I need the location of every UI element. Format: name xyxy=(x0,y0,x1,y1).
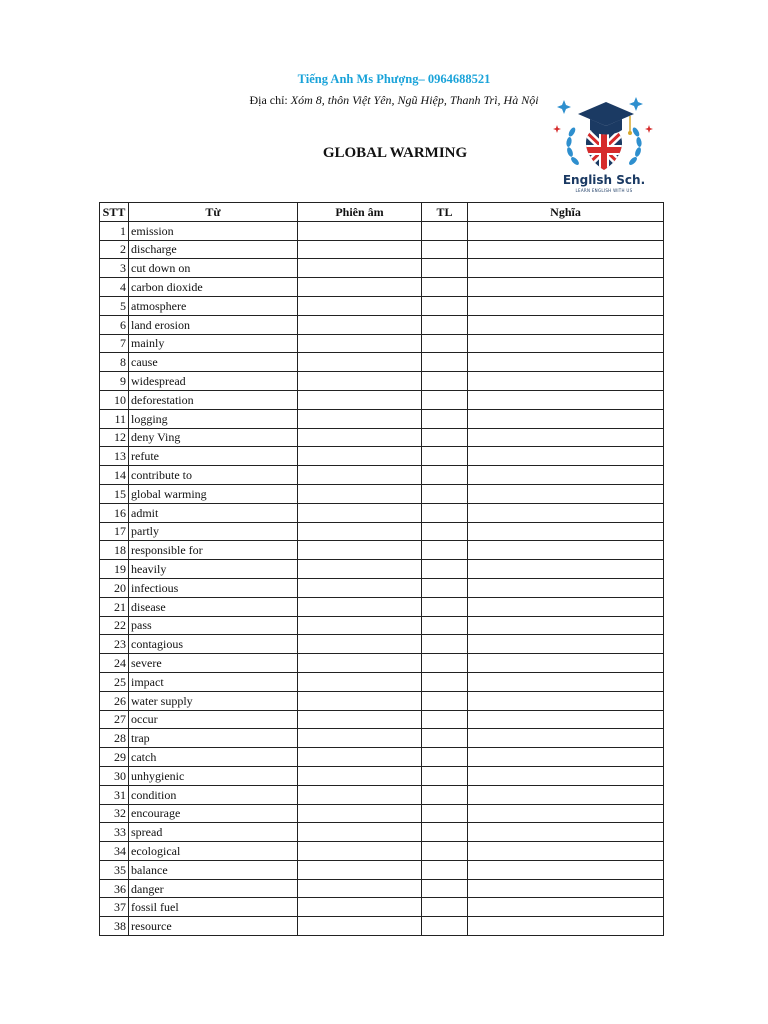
row-meaning-cell xyxy=(468,766,664,785)
table-row xyxy=(100,766,664,785)
school-contact-line: Tiếng Anh Ms Phượng– 0964688521 xyxy=(297,72,491,86)
row-meaning-cell xyxy=(468,390,664,409)
row-meaning-cell xyxy=(468,672,664,691)
row-part-of-speech-cell xyxy=(422,691,468,710)
header-stt: STT xyxy=(100,203,129,222)
row-part-of-speech-cell xyxy=(422,503,468,522)
row-part-of-speech-cell xyxy=(422,766,468,785)
row-part-of-speech-cell xyxy=(422,654,468,673)
table-row xyxy=(100,804,664,823)
row-word: global warming xyxy=(129,484,298,503)
table-row xyxy=(100,710,664,729)
row-word: spread xyxy=(129,823,298,842)
row-word: land erosion xyxy=(129,315,298,334)
row-meaning-cell xyxy=(468,240,664,259)
row-meaning-cell xyxy=(468,447,664,466)
page-title: GLOBAL WARMING xyxy=(322,145,468,161)
row-word: fossil fuel xyxy=(129,898,298,917)
row-meaning-cell xyxy=(468,710,664,729)
row-pronunciation-cell xyxy=(298,447,422,466)
row-meaning-cell xyxy=(468,842,664,861)
row-number: 32 xyxy=(100,804,129,823)
row-pronunciation-cell xyxy=(298,484,422,503)
row-number: 7 xyxy=(100,334,129,353)
row-meaning-cell xyxy=(468,503,664,522)
row-part-of-speech-cell xyxy=(422,409,468,428)
row-meaning-cell xyxy=(468,729,664,748)
row-part-of-speech-cell xyxy=(422,334,468,353)
row-number: 38 xyxy=(100,917,129,936)
row-meaning-cell xyxy=(468,804,664,823)
row-word: water supply xyxy=(129,691,298,710)
header-pronunciation: Phiên âm xyxy=(298,203,422,222)
row-pronunciation-cell xyxy=(298,616,422,635)
row-part-of-speech-cell xyxy=(422,616,468,635)
row-pronunciation-cell xyxy=(298,334,422,353)
row-part-of-speech-cell xyxy=(422,484,468,503)
row-part-of-speech-cell xyxy=(422,578,468,597)
row-part-of-speech-cell xyxy=(422,710,468,729)
row-number: 14 xyxy=(100,466,129,485)
row-meaning-cell xyxy=(468,259,664,278)
row-word: cause xyxy=(129,353,298,372)
row-word: catch xyxy=(129,748,298,767)
table-body xyxy=(100,221,664,935)
row-word: disease xyxy=(129,597,298,616)
table-row xyxy=(100,785,664,804)
row-number: 6 xyxy=(100,315,129,334)
row-part-of-speech-cell xyxy=(422,804,468,823)
row-meaning-cell xyxy=(468,785,664,804)
row-number: 28 xyxy=(100,729,129,748)
row-word: emission xyxy=(129,221,298,240)
row-meaning-cell xyxy=(468,353,664,372)
row-number: 16 xyxy=(100,503,129,522)
row-part-of-speech-cell xyxy=(422,240,468,259)
table-row xyxy=(100,898,664,917)
row-meaning-cell xyxy=(468,597,664,616)
table-row xyxy=(100,334,664,353)
row-meaning-cell xyxy=(468,541,664,560)
row-number: 20 xyxy=(100,578,129,597)
row-word: severe xyxy=(129,654,298,673)
table-row xyxy=(100,917,664,936)
row-number: 18 xyxy=(100,541,129,560)
row-pronunciation-cell xyxy=(298,278,422,297)
row-pronunciation-cell xyxy=(298,917,422,936)
table-row xyxy=(100,522,664,541)
row-word: widespread xyxy=(129,372,298,391)
row-number: 37 xyxy=(100,898,129,917)
row-part-of-speech-cell xyxy=(422,729,468,748)
row-meaning-cell xyxy=(468,578,664,597)
logo-tagline: LEARN ENGLISH WITH US xyxy=(575,188,633,193)
row-pronunciation-cell xyxy=(298,654,422,673)
row-number: 3 xyxy=(100,259,129,278)
row-word: impact xyxy=(129,672,298,691)
row-word: refute xyxy=(129,447,298,466)
row-part-of-speech-cell xyxy=(422,447,468,466)
row-word: mainly xyxy=(129,334,298,353)
row-pronunciation-cell xyxy=(298,597,422,616)
row-part-of-speech-cell xyxy=(422,390,468,409)
row-word: balance xyxy=(129,860,298,879)
row-pronunciation-cell xyxy=(298,710,422,729)
row-number: 30 xyxy=(100,766,129,785)
row-pronunciation-cell xyxy=(298,372,422,391)
table-header-row xyxy=(100,203,664,222)
row-pronunciation-cell xyxy=(298,390,422,409)
row-part-of-speech-cell xyxy=(422,842,468,861)
row-part-of-speech-cell xyxy=(422,597,468,616)
row-meaning-cell xyxy=(468,428,664,447)
address-label: Địa chỉ: xyxy=(249,93,291,107)
row-number: 1 xyxy=(100,221,129,240)
table-row xyxy=(100,240,664,259)
row-pronunciation-cell xyxy=(298,898,422,917)
row-pronunciation-cell xyxy=(298,691,422,710)
address-text: Xóm 8, thôn Việt Yên, Ngũ Hiệp, Thanh Trì, Hà Nội xyxy=(290,93,539,107)
row-part-of-speech-cell xyxy=(422,296,468,315)
row-word: contribute to xyxy=(129,466,298,485)
table-row xyxy=(100,409,664,428)
row-part-of-speech-cell xyxy=(422,278,468,297)
row-part-of-speech-cell xyxy=(422,635,468,654)
row-pronunciation-cell xyxy=(298,672,422,691)
row-meaning-cell xyxy=(468,522,664,541)
row-number: 27 xyxy=(100,710,129,729)
row-part-of-speech-cell xyxy=(422,879,468,898)
row-pronunciation-cell xyxy=(298,541,422,560)
table-row xyxy=(100,447,664,466)
row-pronunciation-cell xyxy=(298,315,422,334)
table-row xyxy=(100,654,664,673)
row-number: 26 xyxy=(100,691,129,710)
row-pronunciation-cell xyxy=(298,353,422,372)
row-number: 25 xyxy=(100,672,129,691)
row-part-of-speech-cell xyxy=(422,917,468,936)
row-part-of-speech-cell xyxy=(422,353,468,372)
row-part-of-speech-cell xyxy=(422,860,468,879)
row-word: infectious xyxy=(129,578,298,597)
row-number: 35 xyxy=(100,860,129,879)
row-pronunciation-cell xyxy=(298,428,422,447)
table-row xyxy=(100,616,664,635)
row-pronunciation-cell xyxy=(298,842,422,861)
row-meaning-cell xyxy=(468,898,664,917)
row-number: 9 xyxy=(100,372,129,391)
row-pronunciation-cell xyxy=(298,879,422,898)
row-word: trap xyxy=(129,729,298,748)
row-pronunciation-cell xyxy=(298,240,422,259)
row-word: partly xyxy=(129,522,298,541)
row-meaning-cell xyxy=(468,221,664,240)
table-row xyxy=(100,466,664,485)
row-meaning-cell xyxy=(468,409,664,428)
row-pronunciation-cell xyxy=(298,259,422,278)
table-row xyxy=(100,315,664,334)
row-part-of-speech-cell xyxy=(422,898,468,917)
row-pronunciation-cell xyxy=(298,635,422,654)
table-row xyxy=(100,860,664,879)
row-meaning-cell xyxy=(468,616,664,635)
header-word: Từ xyxy=(129,203,298,222)
table-row xyxy=(100,353,664,372)
row-word: resource xyxy=(129,917,298,936)
row-part-of-speech-cell xyxy=(422,823,468,842)
row-word: carbon dioxide xyxy=(129,278,298,297)
row-part-of-speech-cell xyxy=(422,748,468,767)
table-row xyxy=(100,748,664,767)
row-word: responsible for xyxy=(129,541,298,560)
row-word: cut down on xyxy=(129,259,298,278)
row-word: discharge xyxy=(129,240,298,259)
row-part-of-speech-cell xyxy=(422,428,468,447)
table-row xyxy=(100,221,664,240)
row-part-of-speech-cell xyxy=(422,672,468,691)
row-word: danger xyxy=(129,879,298,898)
row-meaning-cell xyxy=(468,372,664,391)
row-word: occur xyxy=(129,710,298,729)
table-row xyxy=(100,691,664,710)
row-word: ecological xyxy=(129,842,298,861)
table-row xyxy=(100,729,664,748)
row-word: deforestation xyxy=(129,390,298,409)
table-row xyxy=(100,278,664,297)
table-row xyxy=(100,842,664,861)
row-word: pass xyxy=(129,616,298,635)
row-part-of-speech-cell xyxy=(422,221,468,240)
row-number: 33 xyxy=(100,823,129,842)
row-meaning-cell xyxy=(468,560,664,579)
row-word: deny Ving xyxy=(129,428,298,447)
row-number: 5 xyxy=(100,296,129,315)
header-meaning: Nghĩa xyxy=(468,203,664,222)
row-part-of-speech-cell xyxy=(422,466,468,485)
row-pronunciation-cell xyxy=(298,766,422,785)
row-pronunciation-cell xyxy=(298,578,422,597)
row-part-of-speech-cell xyxy=(422,315,468,334)
row-number: 21 xyxy=(100,597,129,616)
row-number: 2 xyxy=(100,240,129,259)
row-number: 12 xyxy=(100,428,129,447)
row-pronunciation-cell xyxy=(298,860,422,879)
row-part-of-speech-cell xyxy=(422,259,468,278)
row-meaning-cell xyxy=(468,691,664,710)
table-row xyxy=(100,578,664,597)
row-pronunciation-cell xyxy=(298,296,422,315)
table-row xyxy=(100,484,664,503)
table-row xyxy=(100,503,664,522)
row-number: 22 xyxy=(100,616,129,635)
row-meaning-cell xyxy=(468,635,664,654)
table-row xyxy=(100,635,664,654)
row-word: condition xyxy=(129,785,298,804)
logo-name: English Sch. xyxy=(562,173,646,187)
row-part-of-speech-cell xyxy=(422,541,468,560)
row-pronunciation-cell xyxy=(298,823,422,842)
row-meaning-cell xyxy=(468,296,664,315)
table-row xyxy=(100,372,664,391)
row-pronunciation-cell xyxy=(298,785,422,804)
row-part-of-speech-cell xyxy=(422,785,468,804)
table-row xyxy=(100,296,664,315)
row-part-of-speech-cell xyxy=(422,522,468,541)
row-number: 23 xyxy=(100,635,129,654)
table-row xyxy=(100,390,664,409)
row-word: admit xyxy=(129,503,298,522)
row-pronunciation-cell xyxy=(298,522,422,541)
row-word: encourage xyxy=(129,804,298,823)
row-word: logging xyxy=(129,409,298,428)
row-meaning-cell xyxy=(468,466,664,485)
row-word: heavily xyxy=(129,560,298,579)
row-meaning-cell xyxy=(468,484,664,503)
table-row xyxy=(100,541,664,560)
row-meaning-cell xyxy=(468,917,664,936)
table-row xyxy=(100,823,664,842)
row-number: 11 xyxy=(100,409,129,428)
table-row xyxy=(100,428,664,447)
row-word: atmosphere xyxy=(129,296,298,315)
row-number: 19 xyxy=(100,560,129,579)
table-row xyxy=(100,597,664,616)
row-number: 34 xyxy=(100,842,129,861)
row-meaning-cell xyxy=(468,860,664,879)
vocabulary-table xyxy=(99,202,664,936)
row-number: 36 xyxy=(100,879,129,898)
row-part-of-speech-cell xyxy=(422,560,468,579)
row-word: contagious xyxy=(129,635,298,654)
row-pronunciation-cell xyxy=(298,503,422,522)
table-row xyxy=(100,879,664,898)
row-meaning-cell xyxy=(468,654,664,673)
table-row xyxy=(100,672,664,691)
row-pronunciation-cell xyxy=(298,729,422,748)
table-row xyxy=(100,560,664,579)
row-meaning-cell xyxy=(468,823,664,842)
row-number: 4 xyxy=(100,278,129,297)
row-number: 31 xyxy=(100,785,129,804)
row-pronunciation-cell xyxy=(298,748,422,767)
row-pronunciation-cell xyxy=(298,409,422,428)
row-number: 24 xyxy=(100,654,129,673)
table-row xyxy=(100,259,664,278)
row-pronunciation-cell xyxy=(298,804,422,823)
row-word: unhygienic xyxy=(129,766,298,785)
row-pronunciation-cell xyxy=(298,221,422,240)
row-number: 15 xyxy=(100,484,129,503)
row-pronunciation-cell xyxy=(298,466,422,485)
row-pronunciation-cell xyxy=(298,560,422,579)
row-number: 17 xyxy=(100,522,129,541)
row-number: 29 xyxy=(100,748,129,767)
header-part-of-speech: TL xyxy=(422,203,468,222)
row-meaning-cell xyxy=(468,315,664,334)
row-meaning-cell xyxy=(468,278,664,297)
row-number: 13 xyxy=(100,447,129,466)
row-meaning-cell xyxy=(468,748,664,767)
row-part-of-speech-cell xyxy=(422,372,468,391)
row-number: 8 xyxy=(100,353,129,372)
row-number: 10 xyxy=(100,390,129,409)
row-meaning-cell xyxy=(468,334,664,353)
row-meaning-cell xyxy=(468,879,664,898)
